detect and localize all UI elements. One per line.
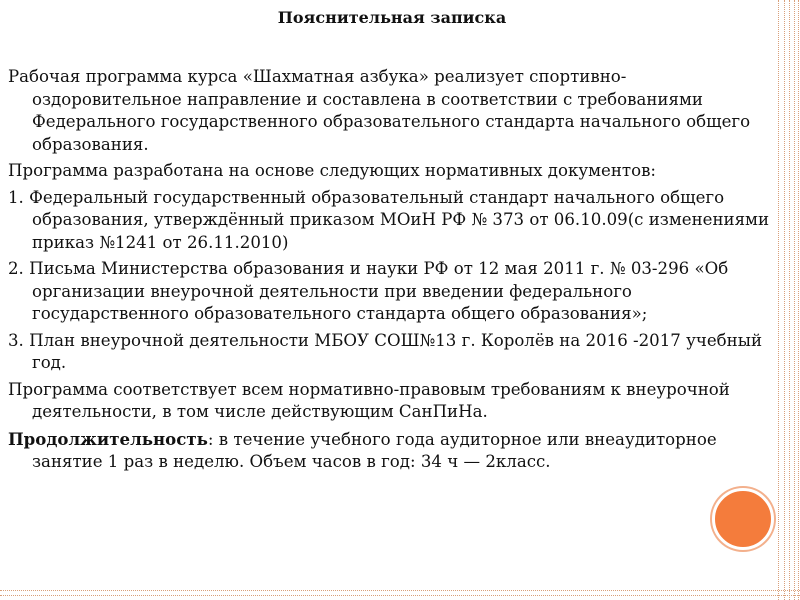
paragraph-text: Программа соответствует всем нормативно-правовым требованиям к внеурочной деятельности, в том числе действующим СанПиНа. bbox=[8, 379, 730, 421]
paragraph-duration bbox=[8, 428, 772, 474]
frame-line bbox=[789, 0, 790, 600]
list-item-3 bbox=[8, 330, 772, 375]
frame-line bbox=[778, 0, 779, 600]
list-item-1 bbox=[8, 187, 772, 255]
paragraph-text: Рабочая программа курса «Шахматная азбука» реализует спортивно-оздоровительное направление и составлена в соответствии с требованиями Федерального государственного образовательного стандарта начального общего образования. bbox=[8, 67, 751, 154]
frame-line bbox=[784, 0, 785, 600]
paragraph-text: 1. Федеральный государственный образовательный стандарт начального общего образования, утверждённый приказом МОиН РФ № 373 от 06.10.09(с изменениями приказ №1241 от 26.11.2010) bbox=[8, 187, 770, 252]
frame-line bbox=[794, 0, 795, 600]
frame-bottom-line bbox=[0, 590, 800, 591]
duration-text: : в течение учебного года аудиторное или внеаудиторное занятие 1 раз в неделю. Объем часов в год: 34 ч — 2класс. bbox=[32, 429, 717, 471]
paragraph-text: Программа разработана на основе следующих нормативных документов: bbox=[8, 161, 657, 180]
paragraph-basis bbox=[8, 160, 772, 183]
frame-line bbox=[798, 0, 799, 600]
document-body bbox=[8, 66, 772, 478]
paragraph-text: 2. Письма Министерства образования и науки РФ от 12 мая 2011 г. № 03-296 «Об организации внеурочной деятельности при введении федерального государственного образовательного стандарта общего образования»; bbox=[8, 259, 729, 323]
page-title: Пояснительная записка bbox=[277, 8, 507, 27]
paragraph-text: 3. План внеурочной деятельности МБОУ СОШ№13 г. Королёв на 2016 -2017 учебный год. bbox=[8, 330, 763, 372]
duration-label: Продолжительность bbox=[8, 428, 208, 449]
decorative-circle bbox=[712, 488, 774, 550]
list-item-2 bbox=[8, 258, 772, 326]
paragraph-intro bbox=[8, 66, 772, 156]
paragraph-compliance bbox=[8, 379, 772, 424]
frame-bottom-line bbox=[0, 595, 800, 596]
